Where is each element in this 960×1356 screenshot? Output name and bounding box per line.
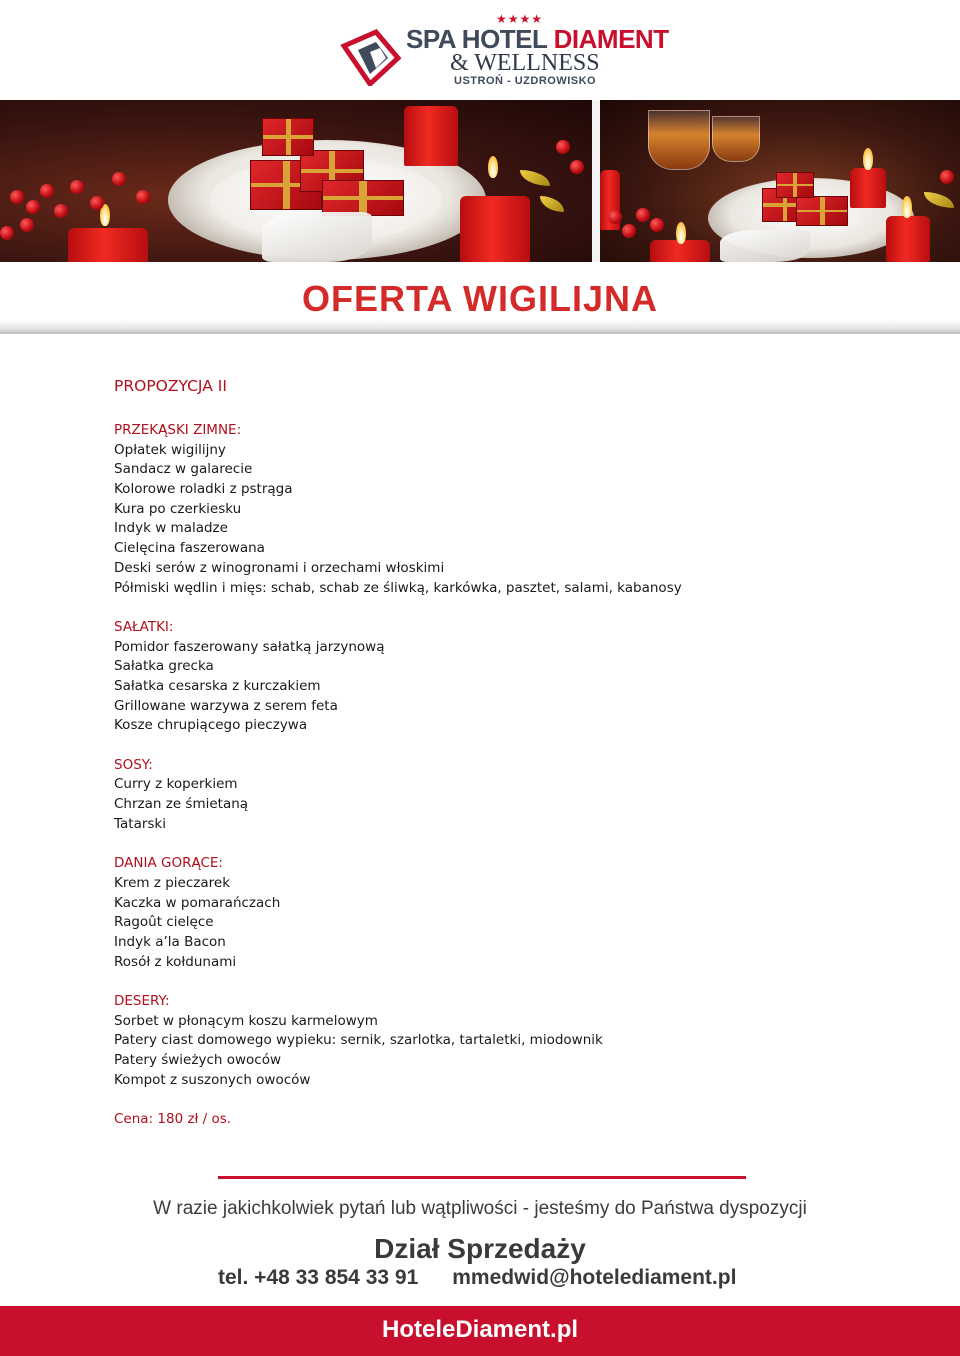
menu-item: Deski serów z winogronami i orzechami włoskimi xyxy=(114,559,445,576)
email-link[interactable]: mmedwid@hotelediament.pl xyxy=(452,1266,737,1289)
menu-item: Kompot z suszonych owoców xyxy=(114,1071,311,1088)
banner-divider xyxy=(592,100,600,262)
hotel-logo xyxy=(338,12,669,92)
section-heading: DESERY: xyxy=(114,992,170,1009)
banner-photo-right xyxy=(600,100,960,262)
logo-name-part-2: DIAMENT xyxy=(553,24,669,54)
menu-section-sauces xyxy=(114,756,874,835)
menu-item: Patery ciast domowego wypieku: sernik, szarlotka, tartaletki, miodownik xyxy=(114,1032,603,1049)
menu-item: Indyk a’la Bacon xyxy=(114,933,226,950)
menu-item: Kura po czerkiesku xyxy=(114,500,242,517)
menu-item: Sałatka grecka xyxy=(114,658,214,675)
contact-invitation: W razie jakichkolwiek pytań lub wątpliwości - jesteśmy do Państwa dyspozycji xyxy=(153,1198,807,1219)
website-link[interactable]: HoteleDiament.pl xyxy=(381,1316,579,1343)
menu-item: Indyk w maladze xyxy=(114,520,228,537)
section-heading: SOSY: xyxy=(114,756,153,773)
menu-item: Kosze chrupiącego pieczywa xyxy=(114,717,308,734)
menu-section-hot-dishes xyxy=(114,854,874,972)
menu-item: Cielęcina faszerowana xyxy=(114,540,265,557)
menu-item: Grillowane warzywa z serem feta xyxy=(114,697,338,714)
menu-item: Sałatka cesarska z kurczakiem xyxy=(114,677,321,694)
menu-item: Chrzan ze śmietaną xyxy=(114,796,249,813)
menu-item: Opłatek wigilijny xyxy=(114,441,226,458)
menu-item: Pomidor faszerowany sałatką jarzynową xyxy=(114,638,385,655)
logo-location: USTROŃ - UZDROWISKO xyxy=(454,75,597,87)
section-heading: SAŁATKI: xyxy=(114,618,174,635)
menu-item: Ragoût cielęce xyxy=(114,914,214,931)
sales-department-heading: Dział Sprzedaży xyxy=(374,1233,586,1264)
phone-number[interactable]: tel. +48 33 854 33 91 xyxy=(218,1266,419,1289)
christmas-banner xyxy=(0,100,960,262)
offer-title: OFERTA WIGILIJNA xyxy=(302,278,658,319)
menu-section-cold-starters xyxy=(114,421,874,598)
menu-item: Rosół z kołdunami xyxy=(114,953,237,970)
menu-content xyxy=(114,375,874,1130)
menu-section-desserts xyxy=(114,992,874,1090)
menu-item: Krem z pieczarek xyxy=(114,874,231,891)
menu-item: Kolorowe roladki z pstrąga xyxy=(114,481,293,498)
hotel-stars: ★★★★ xyxy=(496,12,544,26)
section-heading: DANIA GORĄCE: xyxy=(114,855,223,872)
menu-section-salads xyxy=(114,618,874,736)
price-per-person: Cena: 180 zł / os. xyxy=(114,1111,232,1128)
logo-name-part-1: SPA HOTEL xyxy=(406,24,554,54)
banner-photo-left xyxy=(0,100,592,262)
proposal-heading: PROPOZYCJA II xyxy=(114,377,227,395)
menu-item: Tatarski xyxy=(114,815,167,832)
footer-divider xyxy=(218,1176,746,1179)
menu-item: Patery świeżych owoców xyxy=(114,1052,281,1068)
menu-item: Curry z koperkiem xyxy=(114,776,238,793)
menu-item: Sorbet w płonącym koszu karmelowym xyxy=(114,1012,378,1029)
logo-wellness: & WELLNESS xyxy=(450,50,600,76)
menu-item: Sandacz w galarecie xyxy=(114,461,253,478)
menu-item: Kaczka w pomarańczach xyxy=(114,894,281,911)
menu-item: Półmiski wędlin i mięs: schab, schab ze śliwką, karkówka, pasztet, salami, kabanosy xyxy=(114,579,682,596)
diamond-logo-icon xyxy=(340,28,404,86)
contact-details xyxy=(218,1266,758,1290)
section-heading: PRZEKĄSKI ZIMNE: xyxy=(114,422,242,438)
